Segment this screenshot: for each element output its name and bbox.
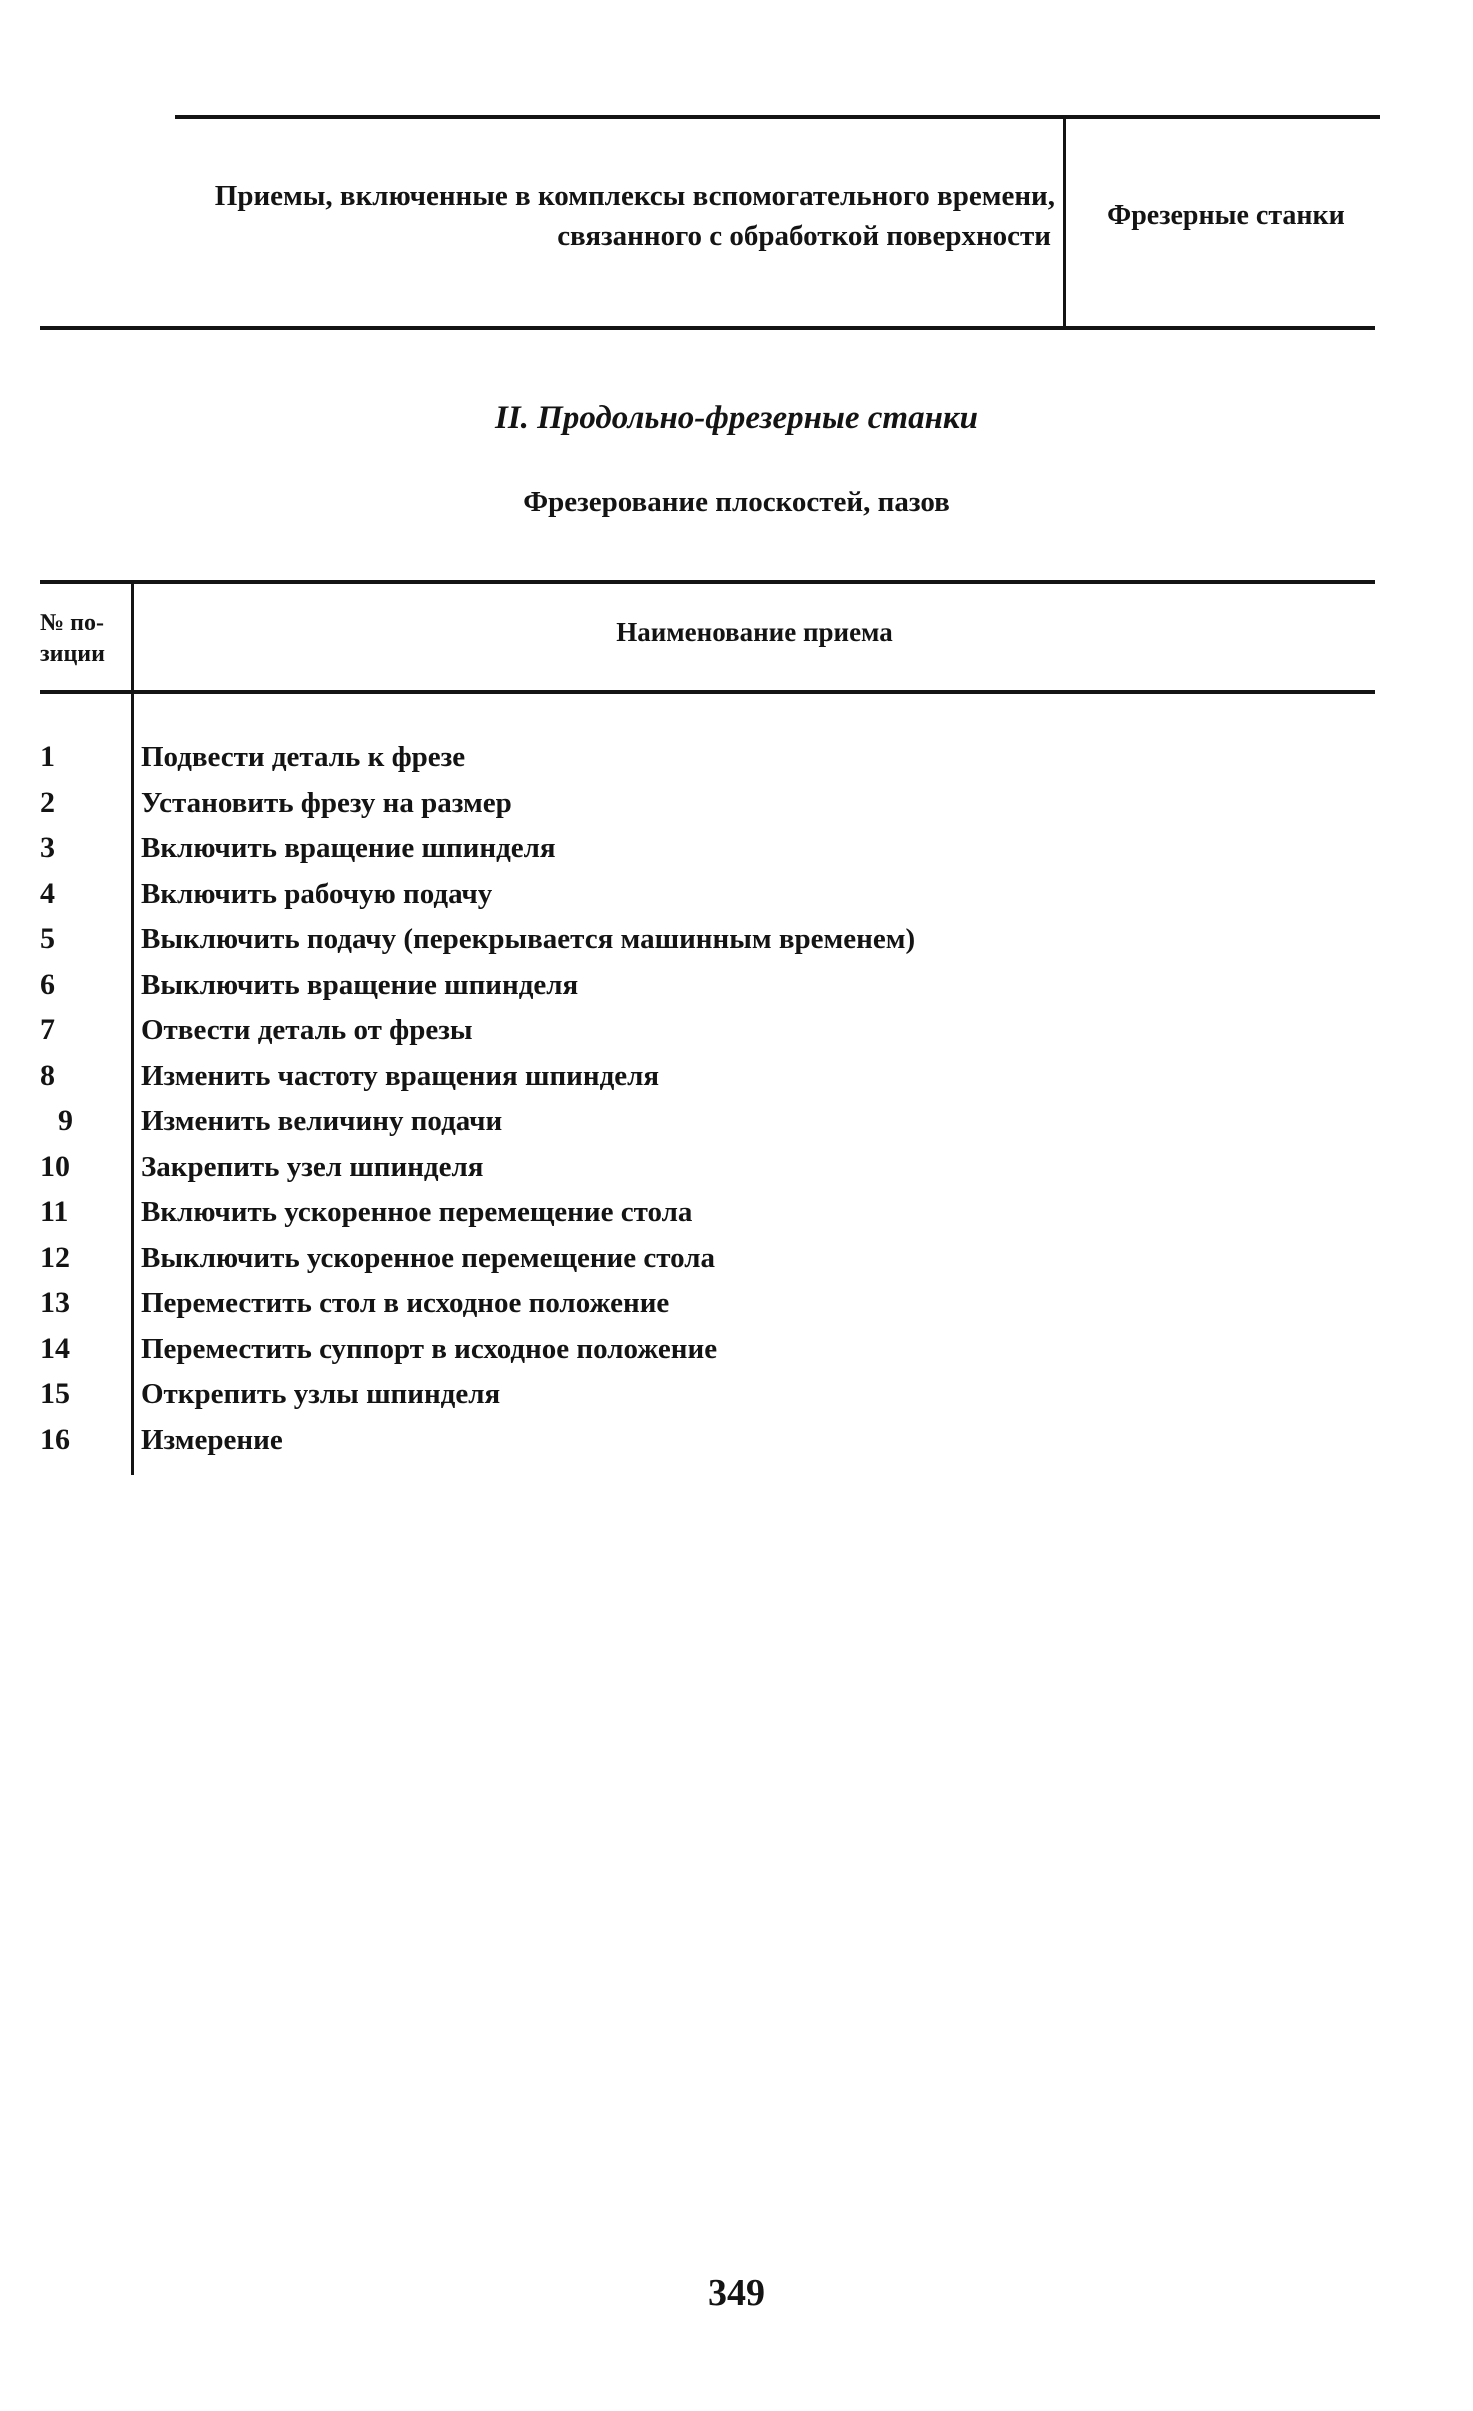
header-techniques-line-2: связанного с обработкой поверхности bbox=[557, 220, 1051, 252]
table-row bbox=[0, 1235, 1473, 1281]
row-technique: Выключить ускоренное перемещение стола bbox=[141, 1241, 715, 1274]
table-row bbox=[0, 962, 1473, 1008]
row-technique: Изменить величину подачи bbox=[141, 1105, 503, 1137]
table-row bbox=[0, 916, 1473, 962]
row-technique: Подвести деталь к фрезе bbox=[141, 741, 466, 773]
row-technique: Выключить вращение шпинделя bbox=[141, 968, 579, 1001]
table-row bbox=[0, 1417, 1473, 1463]
header-table-column-divider bbox=[1063, 115, 1066, 330]
row-technique: Закрепить узел шпинделя bbox=[141, 1150, 484, 1183]
row-number: 11 bbox=[40, 1195, 69, 1228]
table-row bbox=[0, 1326, 1473, 1372]
table-top-rule bbox=[40, 580, 1375, 584]
header-table-bottom-rule bbox=[40, 326, 1375, 330]
table-row bbox=[0, 734, 1473, 780]
row-technique: Включить ускоренное перемещение стола bbox=[141, 1196, 693, 1228]
row-number: 6 bbox=[40, 967, 55, 1001]
row-technique: Переместить суппорт в исходное положение bbox=[141, 1332, 718, 1365]
table-row bbox=[0, 1280, 1473, 1326]
row-number: 13 bbox=[40, 1286, 70, 1319]
table-row bbox=[0, 1144, 1473, 1190]
row-number: 14 bbox=[40, 1331, 70, 1365]
page-number: 349 bbox=[708, 2272, 765, 2314]
row-number: 10 bbox=[40, 1149, 70, 1183]
row-technique: Выключить подачу (перекрывается машинным временем) bbox=[141, 923, 916, 955]
row-number: 5 bbox=[40, 922, 55, 955]
header-machine-type-cell: Фрезерные станки bbox=[1107, 200, 1345, 231]
table-header-rule bbox=[40, 690, 1375, 694]
section-title: II. Продольно-фрезерные станки bbox=[495, 400, 978, 436]
table-row bbox=[0, 871, 1473, 917]
column-header-technique-name: Наименование приема bbox=[616, 617, 893, 647]
column-header-position-line-1: № по- bbox=[40, 610, 104, 636]
row-technique: Включить вращение шпинделя bbox=[141, 832, 556, 864]
row-technique: Переместить стол в исходное положение bbox=[141, 1287, 670, 1319]
table-row bbox=[0, 1189, 1473, 1235]
row-technique: Открепить узлы шпинделя bbox=[141, 1378, 501, 1410]
table-row bbox=[0, 1371, 1473, 1417]
header-techniques-cell bbox=[40, 176, 1055, 256]
row-technique: Измерение bbox=[141, 1423, 283, 1456]
row-number: 12 bbox=[40, 1240, 70, 1274]
header-table-top-rule bbox=[175, 115, 1380, 119]
row-number: 9 bbox=[58, 1104, 73, 1137]
table-row bbox=[0, 825, 1473, 871]
row-number: 16 bbox=[40, 1422, 70, 1456]
column-header-position-number bbox=[40, 608, 130, 670]
row-number: 3 bbox=[40, 831, 55, 864]
header-techniques-line-1: Приемы, включенные в комплексы вспомогательного времени, bbox=[214, 180, 1055, 212]
row-number: 2 bbox=[40, 785, 55, 819]
row-technique: Изменить частоту вращения шпинделя bbox=[141, 1059, 660, 1092]
table-row bbox=[0, 1053, 1473, 1099]
row-number: 4 bbox=[40, 876, 55, 910]
table-row bbox=[0, 780, 1473, 826]
column-header-position-line-2: зиции bbox=[40, 641, 105, 667]
table-row bbox=[0, 1098, 1473, 1144]
row-number: 15 bbox=[40, 1377, 70, 1410]
row-technique: Установить фрезу на размер bbox=[141, 786, 512, 819]
row-number: 7 bbox=[40, 1013, 55, 1046]
row-technique: Включить рабочую подачу bbox=[141, 877, 493, 910]
section-subtitle: Фрезерование плоскостей, пазов bbox=[523, 486, 950, 518]
row-technique: Отвести деталь от фрезы bbox=[141, 1014, 473, 1046]
table-row bbox=[0, 1007, 1473, 1053]
row-number: 1 bbox=[40, 740, 55, 773]
table-body bbox=[0, 734, 1473, 1462]
row-number: 8 bbox=[40, 1058, 55, 1092]
